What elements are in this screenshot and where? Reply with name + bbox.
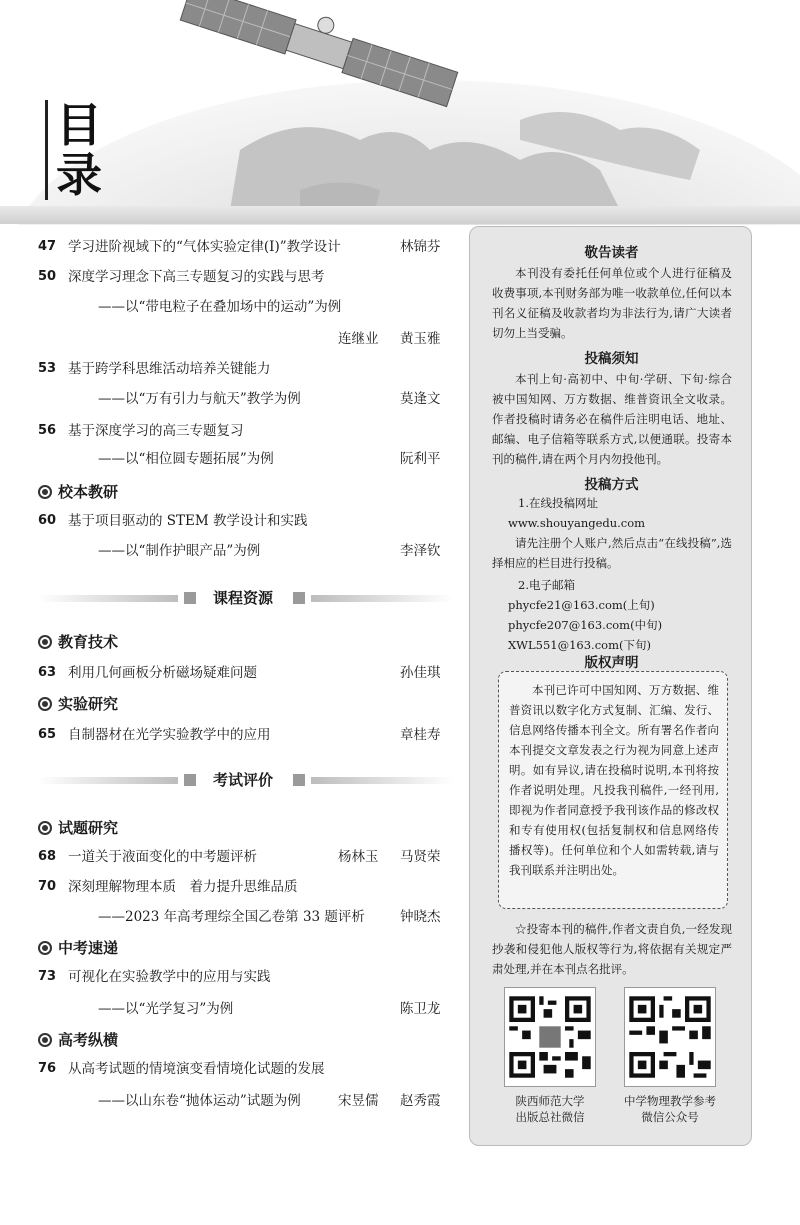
article-subtitle: ——以“万有引力与航天”教学为例 — [98, 391, 301, 407]
section-heading-exp — [38, 692, 118, 716]
divider-bar-left — [38, 777, 178, 784]
section-heading-school — [38, 480, 118, 504]
copyright-box — [498, 671, 728, 909]
section-label: 高考纵横 — [58, 1031, 119, 1049]
page-number: 47 — [38, 239, 57, 254]
article-title: 从高考试题的情境演变看情境化试题的发展 — [68, 1061, 325, 1077]
section-heading-tech — [38, 630, 118, 654]
divider-square-left — [184, 774, 196, 786]
email-1[interactable]: phycfe21@163.com(上旬) — [508, 598, 655, 612]
toc-entry-56[interactable] — [38, 420, 453, 442]
method-1-label: 1.在线投稿网址 — [518, 496, 598, 510]
divider-resource — [38, 588, 453, 608]
toc-entry-70[interactable] — [38, 876, 453, 898]
divider-square-right — [293, 592, 305, 604]
toc-entry-68[interactable] — [38, 846, 453, 868]
article-title: 一道关于液面变化的中考题评析 — [68, 849, 257, 865]
page-number: 60 — [38, 513, 57, 528]
divider-exam — [38, 770, 453, 790]
method-title: 投稿方式 — [584, 477, 639, 493]
article-author: 赵秀霞 — [400, 1093, 441, 1109]
method-2-label: 2.电子邮箱 — [518, 578, 575, 592]
article-subtitle: ——以“制作护眼产品”为例 — [98, 543, 261, 559]
article-title: 深刻理解物理本质 着力提升思维品质 — [68, 879, 298, 895]
article-title: 深度学习理念下高三专题复习的实践与思考 — [68, 269, 325, 285]
email-2[interactable]: phycfe207@163.com(中旬) — [508, 618, 663, 632]
circle-bullet-icon — [38, 697, 52, 711]
circle-bullet-icon — [38, 485, 52, 499]
notice-title: 敬告读者 — [584, 245, 639, 261]
qr-caption-line: 陕西师范大学 — [515, 1094, 585, 1108]
toc-subtitle-73 — [38, 998, 453, 1020]
section-heading-zhongkao — [38, 936, 118, 960]
notice-sidebar — [469, 226, 752, 1146]
article-subtitle: ——以“光学复习”为例 — [98, 1001, 234, 1017]
page-number: 53 — [38, 361, 57, 376]
title-char-1: 目 — [56, 98, 102, 152]
section-label: 教育技术 — [58, 633, 119, 651]
article-subtitle: ——以山东卷“抛体运动”试题为例 — [98, 1093, 301, 1109]
toc-authors-50 — [38, 328, 453, 350]
divider-bar-left — [38, 595, 178, 602]
qr-caption-2 — [610, 1093, 730, 1125]
method-1-text: 请先注册个人账户,然后点击“在线投稿”,选择相应的栏目进行投稿。 — [492, 536, 732, 570]
qr-code-icon[interactable] — [624, 987, 716, 1087]
article-author: 马贤荣 — [400, 849, 441, 865]
circle-bullet-icon — [38, 635, 52, 649]
page-number: 56 — [38, 423, 57, 438]
submit-title: 投稿须知 — [584, 351, 639, 367]
article-author: 李泽钦 — [400, 543, 441, 559]
globe-map-graphic — [0, 0, 800, 225]
article-subtitle: ——以“相位圆专题拓展”为例 — [98, 451, 274, 467]
page-number: 63 — [38, 665, 57, 680]
article-author: 林锦芬 — [400, 239, 441, 255]
article-subtitle: ——以“带电粒子在叠加场中的运动”为例 — [98, 299, 342, 315]
divider-label: 课程资源 — [212, 589, 273, 607]
page-number: 65 — [38, 727, 57, 742]
toc-entry-60[interactable] — [38, 510, 453, 532]
page-title — [45, 100, 111, 200]
qr-caption-1 — [490, 1093, 610, 1125]
qr-code-icon[interactable] — [504, 987, 596, 1087]
toc-entry-53[interactable] — [38, 358, 453, 380]
submit-text: 本刊上旬·高初中、中旬·学研、下旬·综合被中国知网、万方数据、维普资讯全文收录。作者投稿时请务必在稿件后注明电话、地址、邮编、电子信箱等联系方式,以便通联。投寄本刊的稿件,请在两个月内勿投他刊。 — [492, 372, 732, 466]
toc-entry-47[interactable] — [38, 236, 453, 258]
article-title: 基于项目驱动的 STEM 教学设计和实践 — [68, 513, 308, 529]
toc-entry-76[interactable] — [38, 1058, 453, 1080]
header-banner — [0, 0, 800, 225]
article-title: 可视化在实验教学中的应用与实践 — [68, 969, 271, 985]
toc-entry-50[interactable] — [38, 266, 453, 288]
article-title: 基于跨学科思维活动培养关键能力 — [68, 361, 271, 377]
toc-entry-73[interactable] — [38, 966, 453, 988]
notice-text: 本刊没有委托任何单位或个人进行征稿及收费事项,本刊财务部为唯一收款单位,任何以本刊名义征稿及收款者均为非法行为,请广大读者切勿上当受骗。 — [492, 266, 732, 340]
section-label: 实验研究 — [58, 695, 119, 713]
section-label: 校本教研 — [58, 483, 119, 501]
section-heading-gaokao — [38, 1028, 118, 1052]
article-title: 学习进阶视域下的“气体实验定律(Ⅰ)”教学设计 — [68, 239, 341, 255]
toc-entry-63[interactable] — [38, 662, 453, 684]
divider-bar-right — [311, 777, 453, 784]
toc-subtitle-76 — [38, 1090, 453, 1112]
title-char-2: 录 — [56, 148, 102, 202]
page-number: 70 — [38, 879, 57, 894]
circle-bullet-icon — [38, 941, 52, 955]
toc-subtitle-56 — [38, 448, 453, 470]
article-subtitle: ——2023 年高考理综全国乙卷第 33 题评析 — [98, 909, 365, 925]
section-label: 中考速递 — [58, 939, 119, 957]
article-author: 黄玉雅 — [400, 331, 441, 347]
article-author: 连继业 — [338, 331, 379, 347]
article-author: 钟晓杰 — [400, 909, 441, 925]
copyright-text: 本刊已许可中国知网、万方数据、维普资讯以数字化方式复制、汇编、发行、信息网络传播本刊全文。所有署名作者向本刊提交文章发表之行为视为同意上述声明。如有异议,请在投稿时说明,本刊将按作者说明处理。凡投我刊稿件,一经刊用,即视为作者同意授予我刊该作品的修改权和专有使用权(包括复制权和信息网络传播权等)。任何单位和个人如需转载,请与我刊联系并注明出处。 — [509, 683, 719, 877]
divider-label: 考试评价 — [212, 771, 273, 789]
article-author: 宋昱儒 — [338, 1093, 379, 1109]
submission-url[interactable]: www.shouyangedu.com — [508, 516, 646, 530]
qr-caption-line: 出版总社微信 — [515, 1110, 585, 1124]
section-heading-research — [38, 816, 118, 840]
section-label: 试题研究 — [58, 819, 119, 837]
toc-entry-65[interactable] — [38, 724, 453, 746]
circle-bullet-icon — [38, 821, 52, 835]
article-author: 莫逢文 — [400, 391, 441, 407]
copyright-title: 版权声明 — [584, 655, 639, 671]
qr-caption-line: 中学物理教学参考 — [624, 1094, 716, 1108]
toc-subtitle-70 — [38, 906, 453, 928]
article-title: 基于深度学习的高三专题复习 — [68, 423, 244, 439]
article-author: 孙佳琪 — [400, 665, 441, 681]
article-author: 杨林玉 — [338, 849, 379, 865]
toc-subtitle-50 — [38, 296, 453, 318]
divider-bar-right — [311, 595, 453, 602]
header-band — [0, 206, 800, 224]
page-number: 73 — [38, 969, 57, 984]
email-3[interactable]: XWL551@163.com(下旬) — [508, 638, 651, 652]
article-author: 章桂寿 — [400, 727, 441, 743]
article-title: 自制器材在光学实验教学中的应用 — [68, 727, 271, 743]
page-number: 68 — [38, 849, 57, 864]
warning-text: ☆投寄本刊的稿件,作者文责自负,一经发现抄袭和侵犯他人版权等行为,将依据有关规定严肃处理,并在本刊点名批评。 — [492, 922, 732, 976]
page-number: 50 — [38, 269, 57, 284]
article-author: 阮利平 — [400, 451, 441, 467]
page-number: 76 — [38, 1061, 57, 1076]
divider-square-left — [184, 592, 196, 604]
toc-subtitle-53 — [38, 388, 453, 410]
toc-subtitle-60 — [38, 540, 453, 562]
qr-caption-line: 微信公众号 — [641, 1110, 699, 1124]
divider-square-right — [293, 774, 305, 786]
article-title: 利用几何画板分析磁场疑难问题 — [68, 665, 257, 681]
circle-bullet-icon — [38, 1033, 52, 1047]
article-author: 陈卫龙 — [400, 1001, 441, 1017]
